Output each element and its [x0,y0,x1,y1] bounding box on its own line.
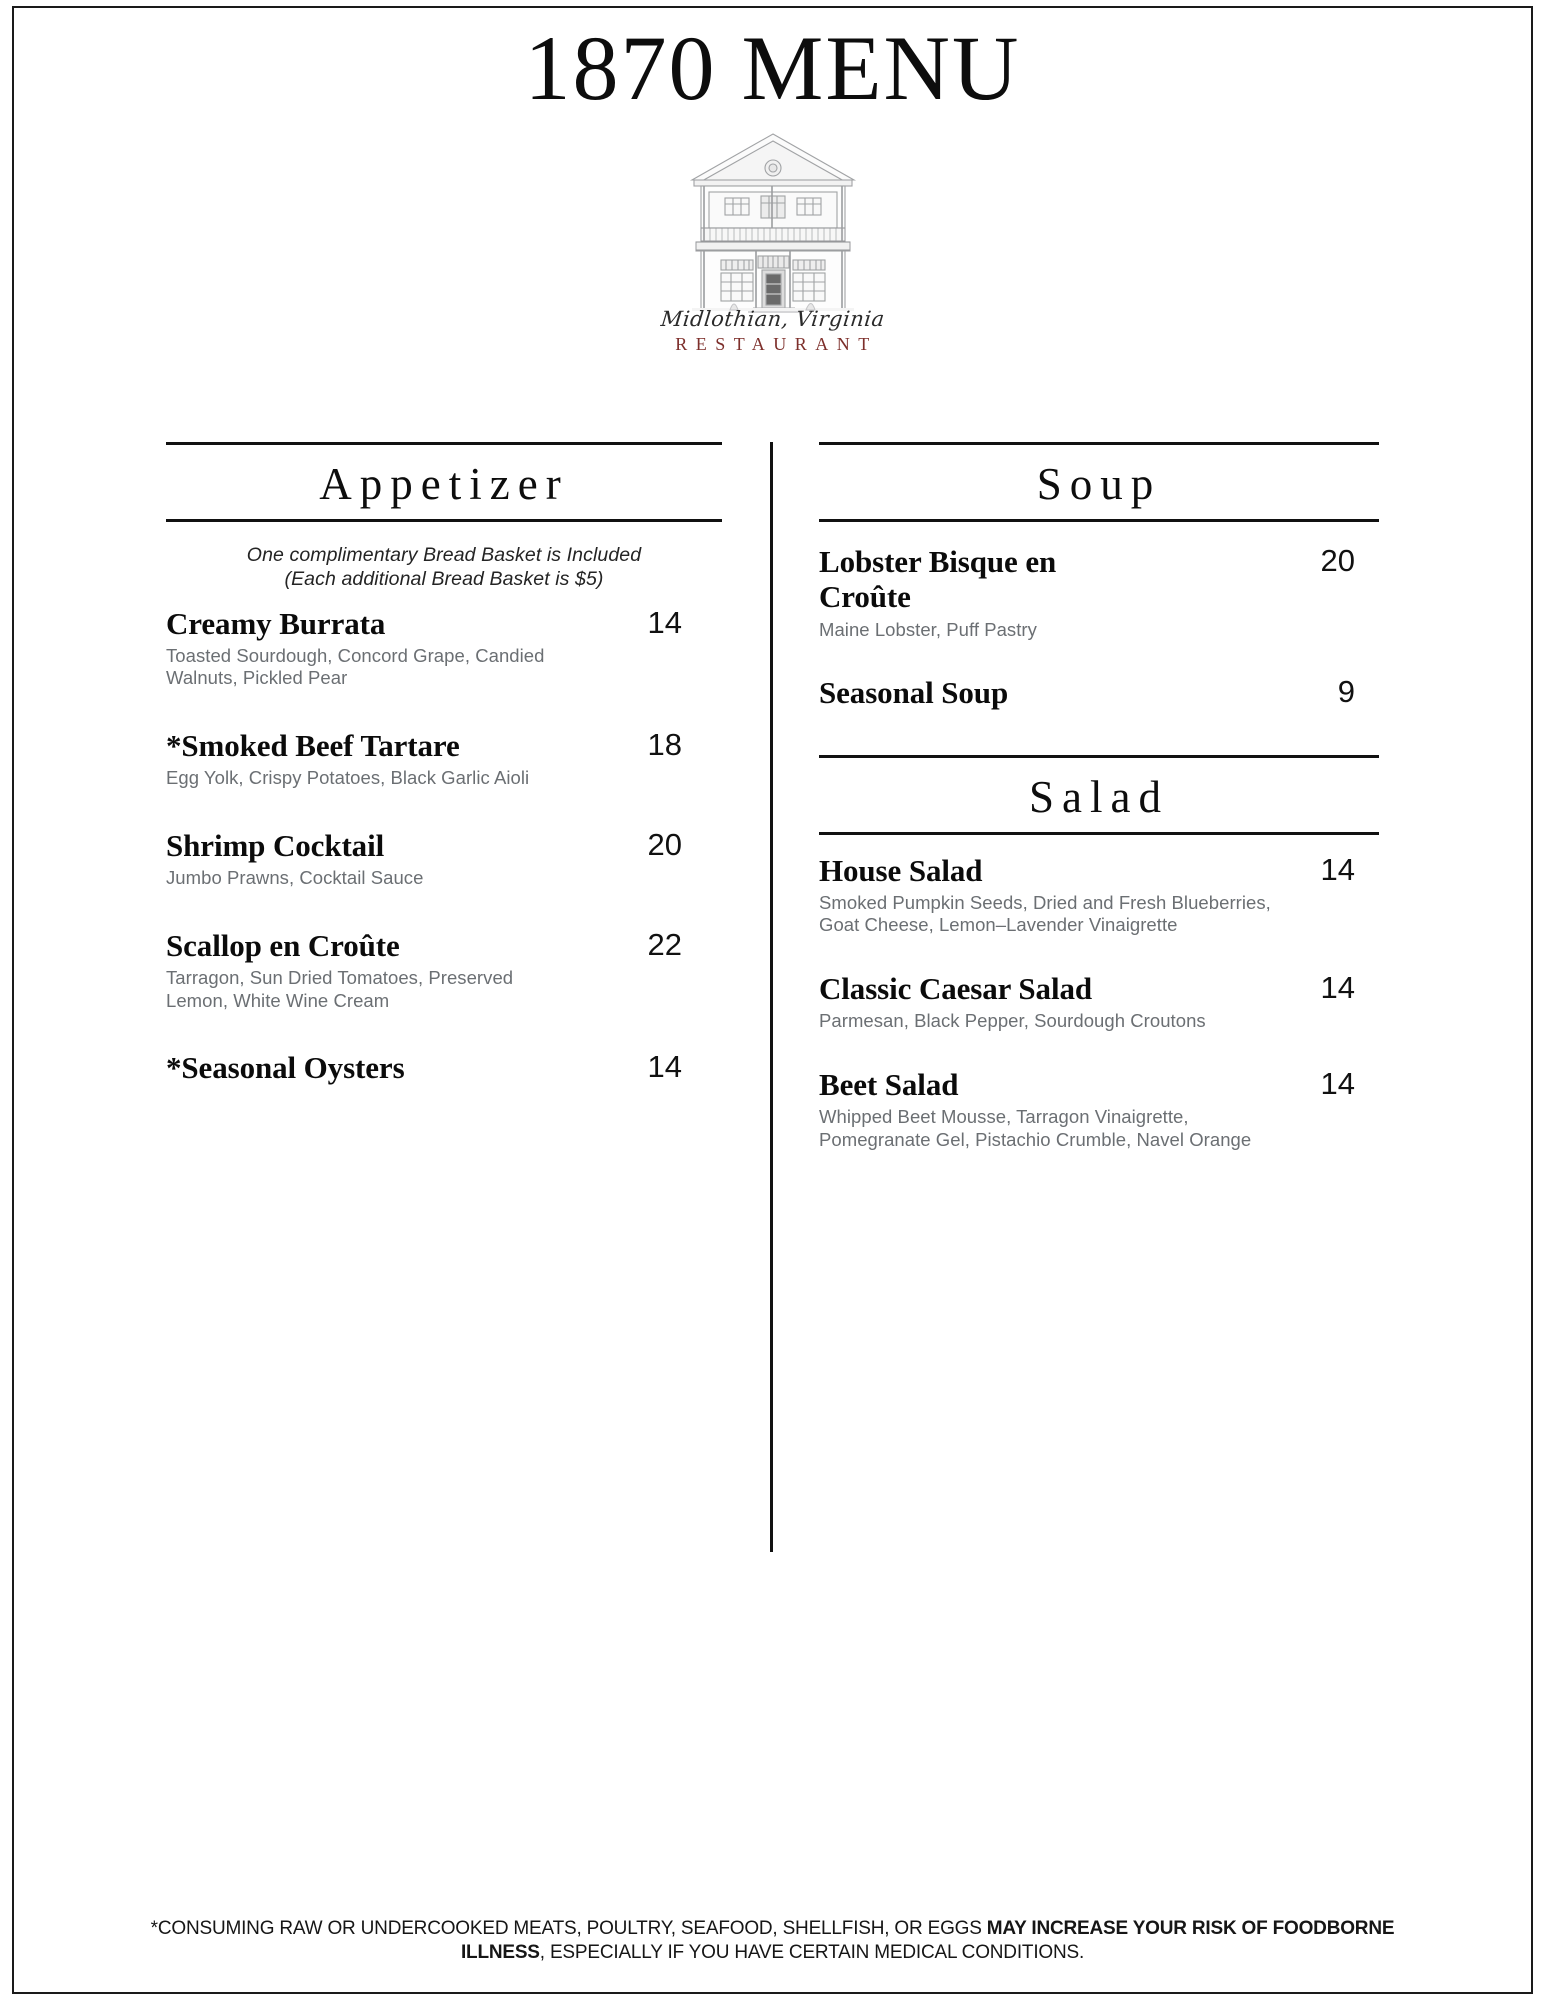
menu-item-header [166,606,722,641]
menu-item-description: Tarragon, Sun Dried Tomatoes, Preserved Lemon, White Wine Cream [166,967,514,1011]
page-title: 1870 MENU [524,17,1021,119]
menu-item [819,675,1379,710]
menu-item-description: Egg Yolk, Crispy Potatoes, Black Garlic Aioli [166,767,530,789]
menu-item-description: Toasted Sourdough, Concord Grape, Candied Walnuts, Pickled Pear [166,644,545,689]
divider-rule-bottom [819,832,1379,835]
bread-basket-note-line1: One complimentary Bread Basket is Included [246,544,642,566]
menu-item-header [819,971,1379,1006]
menu-item-price: 14 [1320,851,1355,887]
menu-item [166,1050,722,1085]
menu-item [166,928,722,1012]
menu-item-price: 14 [1320,1065,1355,1101]
menu-item-description: Parmesan, Black Pepper, Sourdough Croutons [819,1010,1206,1032]
menu-item [166,728,722,790]
menu-item [819,853,1379,937]
menu-item-name: Seasonal Soup [819,675,1009,711]
menu-item-name: Classic Caesar Salad [819,971,1093,1006]
restaurant-logo [14,128,1531,355]
menu-item-name: House Salad [819,852,983,888]
menu-item-header [166,728,722,763]
soup-items [819,544,1379,711]
menu-item-header [166,828,722,863]
menu-item-name: *Smoked Beef Tartare [166,728,460,764]
soup-section-header [819,442,1379,522]
logo-wordmark: RESTAURANT [675,334,878,354]
menu-item [819,971,1379,1033]
appetizer-section-header [166,442,722,522]
menu-item-price: 20 [647,826,682,862]
menu-item-price: 22 [647,926,682,962]
menu-item [819,1067,1379,1151]
column-divider [770,442,773,1552]
menu-item-price: 14 [647,1049,682,1085]
menu-item-header [819,544,1379,615]
appetizer-column [166,442,770,1552]
menu-item-name: *Seasonal Oysters [166,1050,405,1086]
divider-rule-bottom [166,519,722,522]
menu-item-description: Whipped Beet Mousse, Tarragon Vinaigrette, Pomegranate Gel, Pistachio Crumble, Navel Orange [819,1106,1252,1150]
menu-item [166,606,722,690]
menu-item-name: Creamy Burrata [166,605,386,641]
menu-item-description: Maine Lobster, Puff Pastry [819,618,1037,640]
logo-location-text: Midlothian, Virginia [659,307,886,331]
disclaimer-part-3: , ESPECIALLY IF YOU HAVE CERTAIN MEDICAL CONDITIONS. [539,1942,1085,1964]
menu-columns [14,442,1531,1552]
menu-item-price: 14 [647,604,682,640]
menu-item-price: 18 [647,727,682,763]
menu-item-name: Beet Salad [819,1066,959,1102]
salad-heading: Salad [1029,771,1169,822]
menu-item-header [819,1067,1379,1102]
menu-item-price: 9 [1337,674,1355,710]
allergen-disclaimer [14,1917,1531,1966]
menu-item-price: 14 [1320,970,1355,1005]
salad-items [819,853,1379,1152]
appetizer-items [166,606,722,1086]
menu-item-description: Smoked Pumpkin Seeds, Dried and Fresh Blueberries, Goat Cheese, Lemon–Lavender Vinaigrette [819,891,1271,936]
divider-rule-bottom [819,519,1379,522]
appetizer-heading: Appetizer [319,459,569,509]
disclaimer-part-1: *CONSUMING RAW OR UNDERCOOKED MEATS, POULTRY, SEAFOOD, SHELLFISH, OR EGGS [150,1917,987,1939]
menu-item [819,544,1379,641]
menu-item-header [819,675,1379,710]
salad-section-header [819,755,1379,835]
menu-item-header [166,1050,722,1085]
historic-building-illustration-icon [668,128,878,313]
menu-page [12,6,1533,1994]
soup-salad-column [819,442,1379,1552]
menu-item-header [819,853,1379,888]
menu-item-name: Scallop en Croûte [166,927,400,963]
bread-basket-note [166,544,722,592]
menu-item-header [166,928,722,963]
bread-basket-note-line2: (Each additional Bread Basket is $5) [284,567,604,590]
soup-heading: Soup [1036,459,1162,509]
menu-item-description: Jumbo Prawns, Cocktail Sauce [166,867,424,889]
menu-item-name: Shrimp Cocktail [166,827,385,863]
menu-item-price: 20 [1320,543,1355,578]
menu-item [166,828,722,890]
menu-item-name: Lobster Bisque en Croûte [819,544,1057,615]
disclaimer-part-2-bold: MAY INCREASE YOUR RISK OF FOODBORNE ILLNESS [460,1917,1395,1964]
